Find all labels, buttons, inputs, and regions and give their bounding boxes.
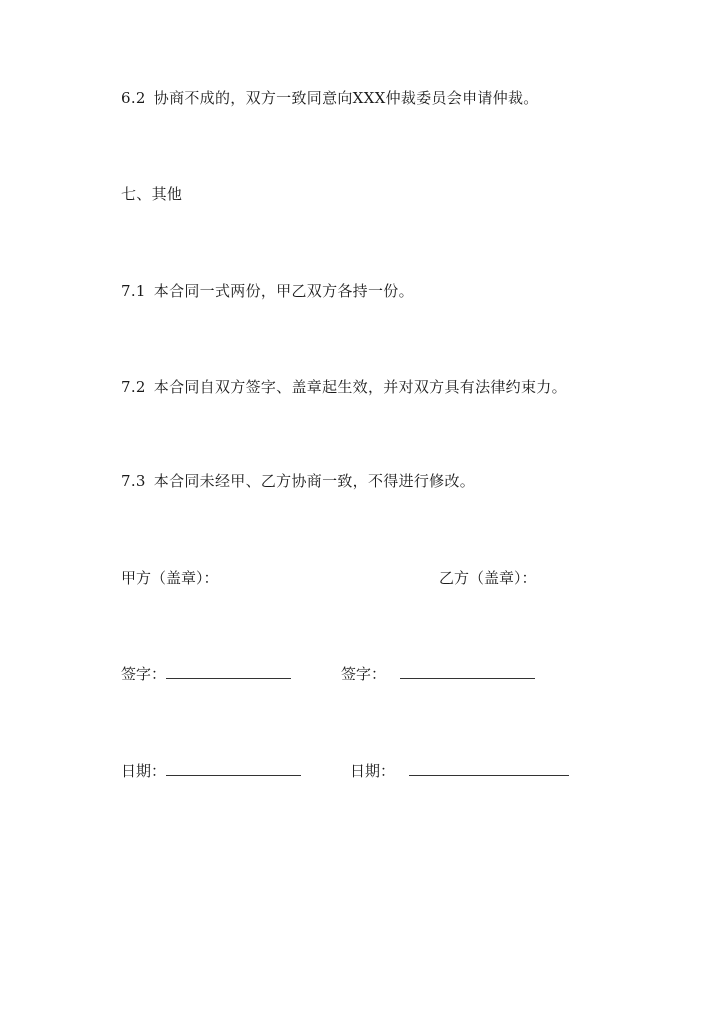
signature-blank-line[interactable] [166,664,291,679]
clause-7-2 [121,377,567,397]
clause-text: 协商不成的，双方一致同意向XXX仲裁委员会申请仲裁。 [153,89,539,107]
clause-number: 7.3 [121,472,146,490]
clause-number: 7.2 [121,378,146,396]
clause-text: 本合同一式两份，甲乙双方各持一份。 [153,282,414,300]
clause-text: 本合同未经甲、乙方协商一致，不得进行修改。 [153,472,476,490]
date-blank-line[interactable] [409,761,569,776]
section-heading-7: 七、其他 [121,185,183,203]
date-label: 日期： [350,762,396,780]
clause-number: 6.2 [121,89,146,107]
party-b-signature-row [341,664,535,684]
party-b-seal-label: 乙方（盖章）： [439,569,537,587]
clause-text: 本合同自双方签字、盖章起生效，并对双方具有法律约束力。 [153,378,567,396]
party-a-seal-label: 甲方（盖章）： [121,569,219,587]
party-a-signature-row [121,664,291,684]
date-label: 日期： [121,762,167,780]
clause-6-2 [121,88,539,108]
clause-number: 7.1 [121,282,146,300]
date-blank-line[interactable] [166,761,301,776]
party-a-date-row [121,761,301,781]
party-b-date-row [350,761,569,781]
clause-7-3 [121,471,475,491]
clause-7-1 [121,281,414,301]
signature-label: 签字： [121,665,167,683]
signature-blank-line[interactable] [400,664,535,679]
signature-label: 签字： [341,665,387,683]
